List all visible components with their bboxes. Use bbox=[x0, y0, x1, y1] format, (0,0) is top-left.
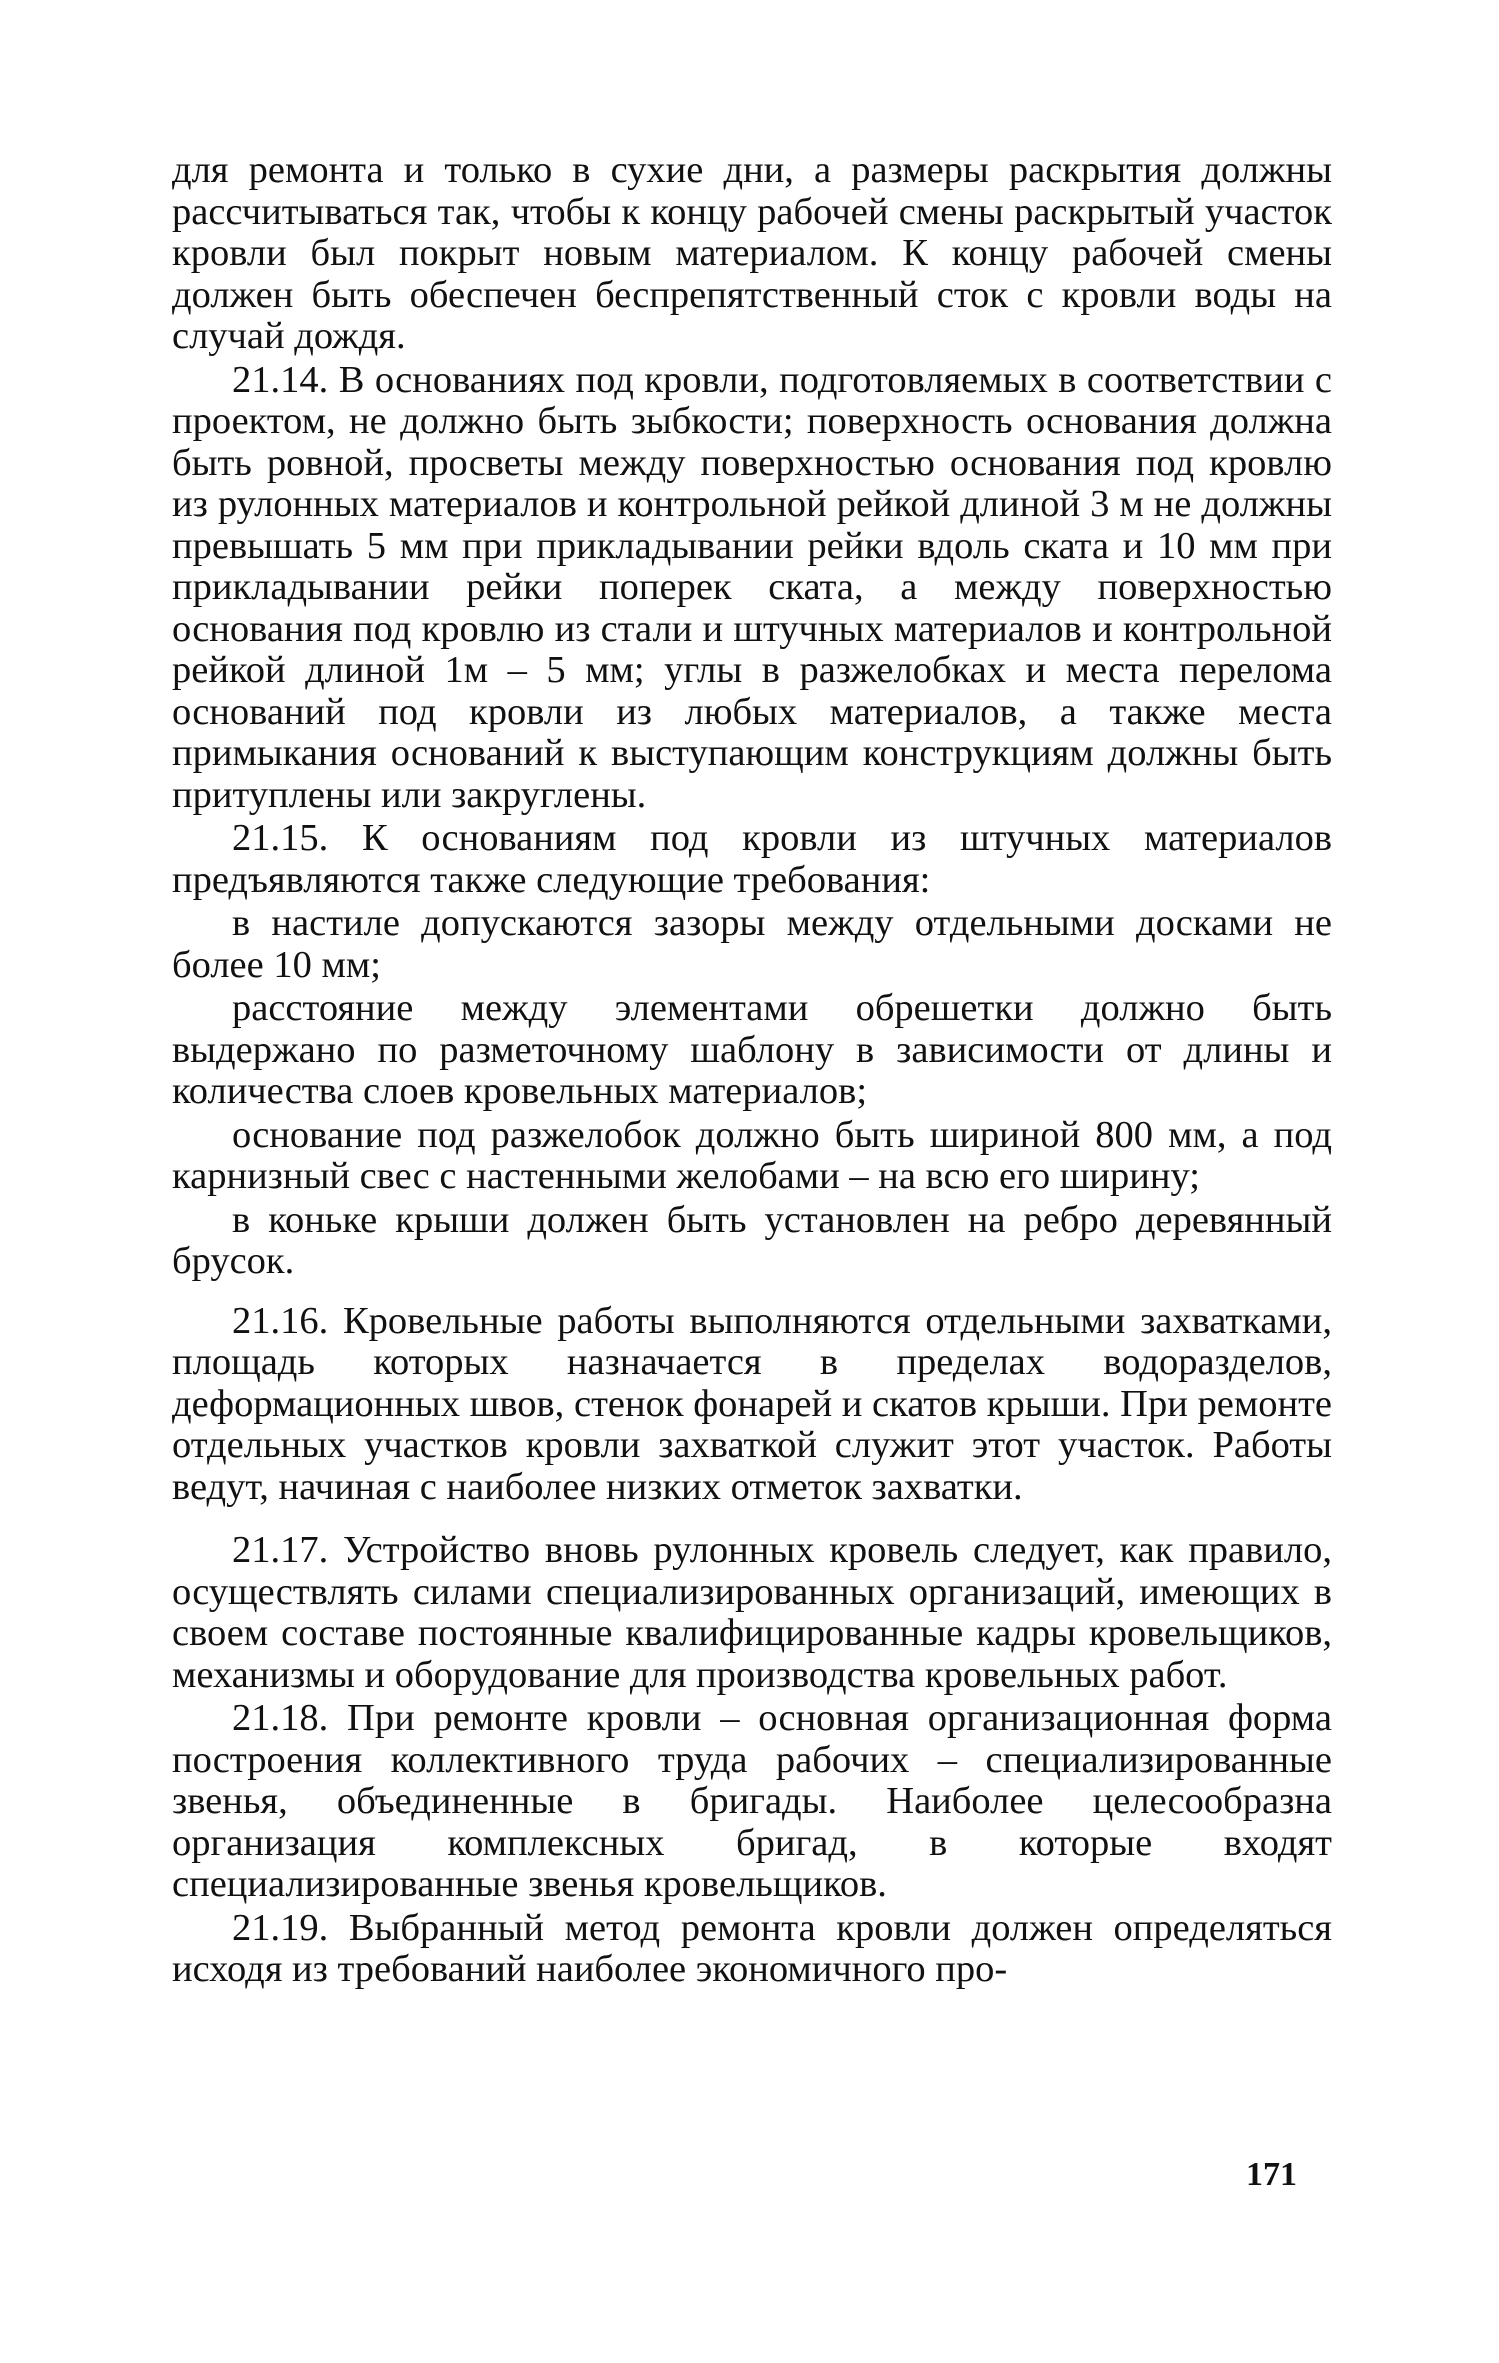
list-item-gaps bbox=[172, 903, 1332, 986]
list-item-lathing bbox=[172, 988, 1332, 1113]
list-item-valley-base bbox=[172, 1115, 1332, 1198]
paragraph-number: 21.16. bbox=[232, 1299, 329, 1342]
page-number: 171 bbox=[1246, 2156, 1297, 2193]
paragraph-21-19 bbox=[172, 1908, 1332, 1991]
document-page bbox=[172, 150, 1332, 1991]
paragraph-text: Выбранный метод ремонта кровли должен определяться исходя из требований наиболее экономичного про- bbox=[172, 1906, 1333, 1990]
paragraph-text: расстояние между элементами обрешетки должно быть выдержано по разметочному шаблону в зависимости от длины и количества слоев кровельных материалов; bbox=[172, 987, 1332, 1112]
paragraph-21-14 bbox=[172, 360, 1332, 817]
paragraph-21-15 bbox=[172, 818, 1332, 901]
paragraph-21-17 bbox=[172, 1530, 1332, 1696]
paragraph-text: Кровельные работы выполняются отдельными захватками, площадь которых назначается в пределах водоразделов, деформационных швов, стенок фонарей и скатов крыши. При ремонте отдельных участков кровли захваткой служит этот участок. Работы ведут, начиная с наиболее низких отметок захватки. bbox=[172, 1299, 1333, 1508]
paragraph-text: для ремонта и только в сухие дни, а размеры раскрытия должны рассчитываться так, чтобы к концу рабочей смены раскрытый участок кровли был покрыт новым материалом. К концу рабочей смены должен быть обеспечен беспрепятственный сток с кровли воды на случай дождя. bbox=[172, 149, 1332, 357]
paragraph-text: основание под разжелобок должно быть шириной 800 мм, а под карнизный свес с настенными желобами – на всю его ширину; bbox=[172, 1113, 1332, 1197]
paragraph-text: В основаниях под кровли, подготовляемых в соответствии с проектом, не должно быть зыбкости; поверхность основания должна быть ровной, просветы между поверхностью основания под кровлю из рулонных материалов и контрольной рейкой длиной 3 м не должны превышать 5 мм при прикладывании рейки вдоль ската и 10 мм при прикладывании рейки поперек ската, а между поверхностью основания под кровлю из стали и штучных материалов и контрольной рейкой длиной 1м – 5 мм; углы в разжелобках и места перелома оснований под кровли из любых материалов, а также места примыкания оснований к выступающим конструкциям должны быть притуплены или закруглены. bbox=[172, 358, 1332, 816]
paragraph-number: 21.18. bbox=[232, 1697, 329, 1739]
paragraph-21-16 bbox=[172, 1301, 1332, 1509]
paragraph-text: в коньке крыши должен быть установлен на ребро деревянный брусок. bbox=[172, 1198, 1332, 1282]
paragraph-text: в настиле допускаются зазоры между отдельными досками не более 10 мм; bbox=[172, 902, 1332, 986]
paragraph-continuation bbox=[172, 150, 1332, 358]
paragraph-21-18 bbox=[172, 1698, 1332, 1906]
paragraph-number: 21.19. bbox=[232, 1906, 329, 1949]
paragraph-number: 21.15. bbox=[232, 817, 329, 859]
paragraph-text: К основаниям под кровли из штучных материалов предъявляются также следующие требования: bbox=[172, 817, 1333, 901]
paragraph-text: При ремонте кровли – основная организационная форма построения коллективного труда рабочих – специализированные звенья, объединенные в бригады. Наиболее целесообразна организация комплексных бригад, в которые входят специализированные звенья кровельщиков. bbox=[172, 1697, 1332, 1905]
list-item-ridge bbox=[172, 1200, 1332, 1283]
paragraph-number: 21.17. bbox=[232, 1529, 329, 1571]
paragraph-text: Устройство вновь рулонных кровель следует, как правило, осуществлять силами специализированных организаций, имеющих в своем составе постоянные квалифицированные кадры кровельщиков, механизмы и оборудование для производства кровельных работ. bbox=[172, 1529, 1333, 1696]
paragraph-number: 21.14. bbox=[232, 358, 329, 401]
